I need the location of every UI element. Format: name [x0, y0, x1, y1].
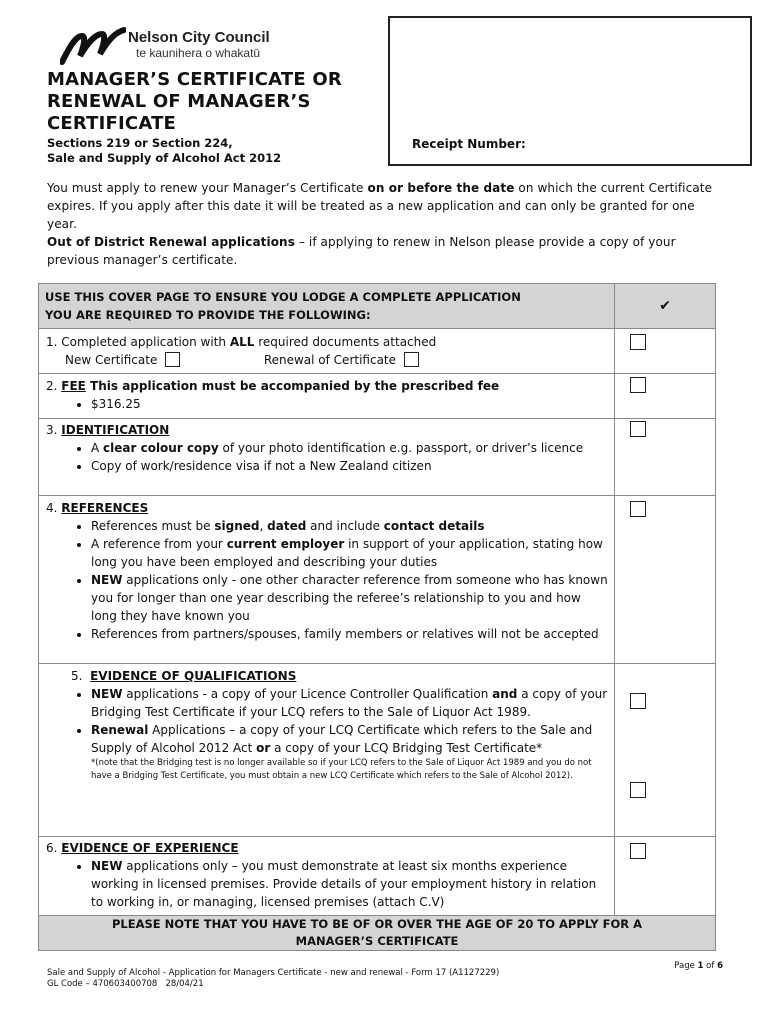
checklist-row-fee: 2. FEE This application must be accompanied by the prescribed fee • $316.25 — [39, 374, 716, 419]
intro-paragraph-renewal: You must apply to renew your Manager’s Certificate on or before the date on which the current Certificate expires. If you apply after this date it will be treated as a new application and can only be granted for one year. — [47, 181, 713, 231]
references-checkbox[interactable] — [630, 501, 646, 517]
receipt-number-label: Receipt Number: — [412, 137, 526, 151]
checklist-header-row — [39, 284, 716, 329]
new-certificate-label: New Certificate — [65, 353, 158, 367]
fee-checkbox[interactable] — [630, 377, 646, 393]
form-title: MANAGER’S CERTIFICATE OR RENEWAL OF MANAGER’S CERTIFICATE — [47, 69, 342, 134]
checklist-row-experience: 6. EVIDENCE OF EXPERIENCE • NEW applications only – you must demonstrate at least six months experience working in licensed premises. Provide details of your employment history in relation to working in, or managing, licensed premises (attach C.V) — [39, 837, 716, 916]
subtitle-sections: Sections 219 or Section 224, — [47, 136, 233, 150]
references-item-character: • NEW applications only - one other character reference from someone who has known you for longer than one year describing the referee’s relationship to you and how long they have known you — [91, 571, 608, 625]
page-number: Page 1 of 6 — [674, 961, 723, 971]
tick-header-icon: ✔ — [615, 284, 716, 329]
references-item-employer: • A reference from your current employer in support of your application, stating how long you have been employed and describing your duties — [91, 535, 608, 571]
references-item-signed: • References must be signed, dated and include contact details — [91, 517, 608, 535]
experience-heading: EVIDENCE OF EXPERIENCE — [61, 841, 239, 855]
qualifications-heading: EVIDENCE OF QUALIFICATIONS — [90, 669, 297, 683]
checklist-row-qualifications: 5. EVIDENCE OF QUALIFICATIONS • NEW applications - a copy of your Licence Controller Qualification and a copy of your Bridging Test Certificate if your LCQ refers to the Sale of Liquor Act 1989. • Renewal Applications – a copy of your LCQ Certificate which refers to the Sale and Supply of Alcohol 2012 Act or a copy of your LCQ Bridging Test Certificate* *(note that the Bridging test is no longer available so if your LCQ refers to the Sale of Liquor Act 1989 and you do not have a Bridging Test Certificate, you must obtain a new LCQ Certificate which refers to the Sale of Alcohol 2012). — [39, 664, 716, 837]
identification-heading: IDENTIFICATION — [61, 423, 170, 437]
new-certificate-checkbox[interactable] — [165, 352, 180, 367]
age-notice: PLEASE NOTE THAT YOU HAVE TO BE OF OR OVER THE AGE OF 20 TO APPLY FOR A MANAGER’S CERTIFICATE — [39, 916, 716, 951]
identification-item-visa: • Copy of work/residence visa if not a New Zealand citizen — [91, 457, 608, 475]
references-heading: REFERENCES — [61, 501, 149, 515]
intro-paragraph-out-of-district: Out of District Renewal applications – if applying to renew in Nelson please provide a copy of your previous manager’s certificate. — [47, 235, 676, 267]
document-footer — [47, 968, 499, 990]
council-tagline: te kaunihera o whakatū — [136, 46, 261, 60]
age-notice-row — [39, 916, 716, 951]
subtitle-act: Sale and Supply of Alcohol Act 2012 — [47, 151, 282, 165]
checklist-row-application: 1. Completed application with ALL required documents attached New Certificate Renewal of Certificate — [39, 329, 716, 374]
fee-amount: • $316.25 — [91, 395, 608, 413]
qualifications-new-checkbox[interactable] — [630, 693, 646, 709]
qualifications-renewal-checkbox[interactable] — [630, 782, 646, 798]
application-checkbox[interactable] — [630, 334, 646, 350]
council-name: Nelson City Council — [128, 29, 270, 46]
nelson-city-council-logo-icon — [60, 26, 126, 66]
experience-checkbox[interactable] — [630, 843, 646, 859]
intro-text — [47, 179, 727, 269]
gl-code: GL Code – 470603400708 28/04/21 — [47, 979, 204, 989]
checklist-header: USE THIS COVER PAGE TO ENSURE YOU LODGE A COMPLETE APPLICATION YOU ARE REQUIRED TO PROVIDE THE FOLLOWING: — [45, 290, 521, 322]
renewal-certificate-checkbox[interactable] — [404, 352, 419, 367]
qualifications-item-new: • NEW applications - a copy of your Licence Controller Qualification and a copy of your Bridging Test Certificate if your LCQ refers to the Sale of Liquor Act 1989. — [91, 685, 608, 721]
identification-item-photo-id: • A clear colour copy of your photo identification e.g. passport, or driver’s licence — [91, 439, 608, 457]
qualifications-item-renewal: • Renewal Applications – a copy of your LCQ Certificate which refers to the Sale and Supply of Alcohol 2012 Act or a copy of your LCQ Bridging Test Certificate* *(note that the Bridging test is no longer available so if your LCQ refers to the Sale of Liquor Act 1989 and you do not have a Bridging Test Certificate, you must obtain a new LCQ Certificate which refers to the Sale of Alcohol 2012). — [91, 721, 608, 783]
references-item-exclusions: • References from partners/spouses, family members or relatives will not be accepted — [91, 625, 608, 643]
checklist-row-identification: 3. IDENTIFICATION • A clear colour copy of your photo identification e.g. passport, or driver’s licence • Copy of work/residence visa if not a New Zealand citizen — [39, 419, 716, 496]
checklist-table — [38, 283, 716, 951]
form-subtitle — [47, 136, 281, 166]
renewal-certificate-label: Renewal of Certificate — [263, 353, 397, 367]
bridging-test-note: *(note that the Bridging test is no longer available so if your LCQ refers to the Sale of Liquor Act 1989 and you do not have a Bridging Test Certificate, you must obtain a new LCQ Certificate which refers to the Sale of Alcohol 2012). — [91, 758, 592, 781]
experience-item-new: • NEW applications only – you must demonstrate at least six months experience working in licensed premises. Provide details of your employment history in relation to working in, or managing, licensed premises (attach C.V) — [91, 857, 608, 911]
fee-heading: FEE — [61, 379, 86, 393]
form-reference: Sale and Supply of Alcohol - Application for Managers Certificate - new and renewal - Form 17 (A1127229) — [47, 968, 500, 978]
checklist-row-references: 4. REFERENCES • References must be signed, dated and include contact details • A reference from your current employer in support of your application, stating how long you have been employed and describing your duties • NEW applications only - one other character reference from someone who has known you for longer than one year describing the referee’s relationship to you and how long they have known you • References from partners/spouses, family members or relatives will not be accepted — [39, 496, 716, 664]
identification-checkbox[interactable] — [630, 421, 646, 437]
